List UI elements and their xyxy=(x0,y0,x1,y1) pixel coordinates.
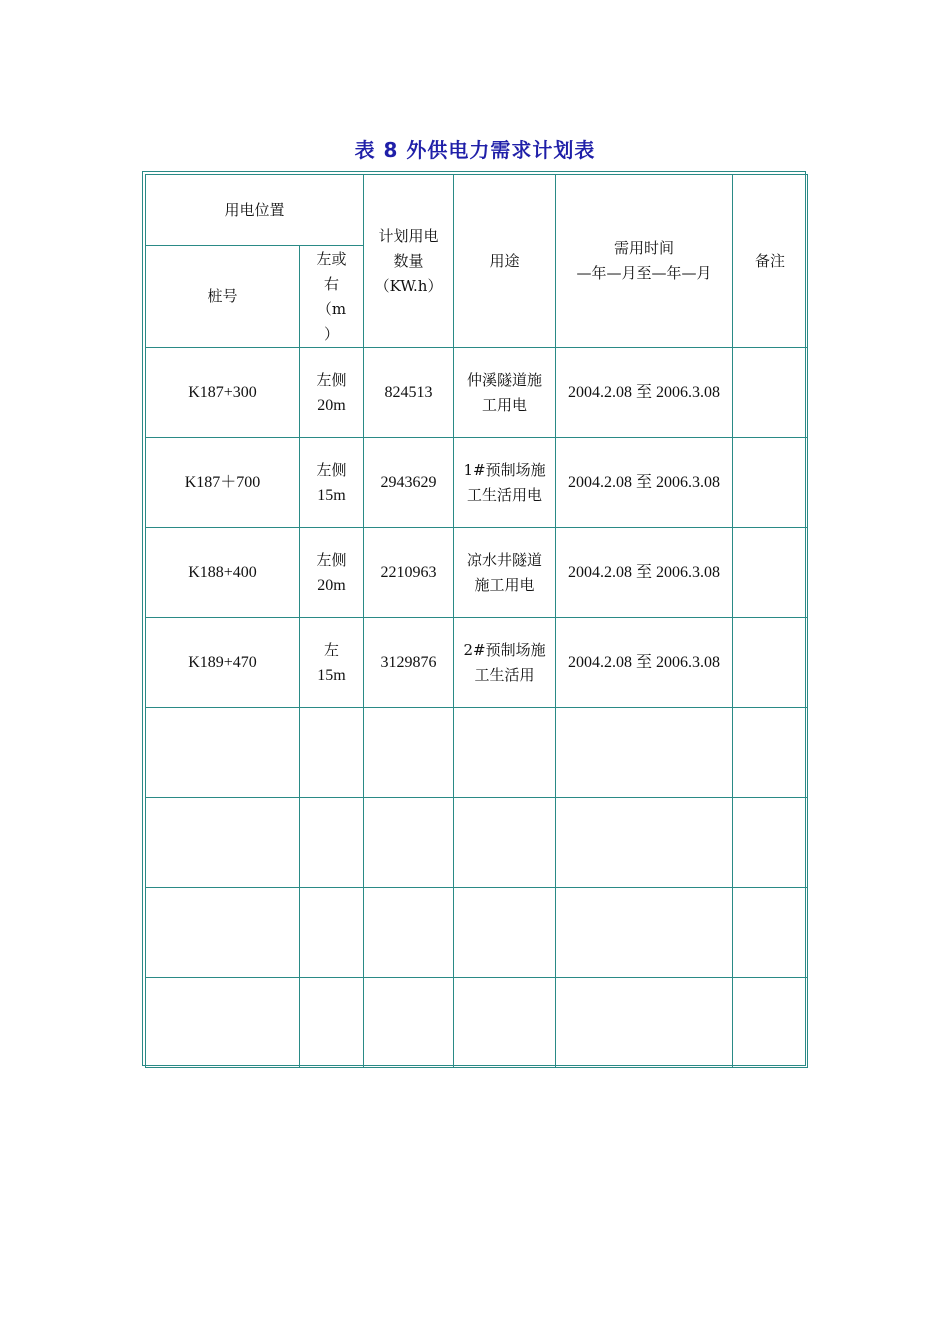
empty-cell xyxy=(364,798,454,888)
cell-side-line2: 20m xyxy=(317,396,346,414)
empty-cell xyxy=(733,708,808,798)
cell-side xyxy=(300,438,364,528)
header-planned-amount xyxy=(364,175,454,348)
cell-purpose-line2: 施工用电 xyxy=(474,575,535,594)
cell-purpose xyxy=(454,348,556,438)
table-title: 表 8 外供电力需求计划表 xyxy=(354,138,596,162)
cell-time: 2004.2.08 至 2006.3.08 xyxy=(556,528,733,618)
cell-purpose xyxy=(454,618,556,708)
header-side-line1: 左或 xyxy=(316,249,347,268)
header-planned-line1: 计划用电 xyxy=(378,226,439,245)
header-time-line2: —年—月至—年—月 xyxy=(576,264,712,282)
empty-cell xyxy=(454,798,556,888)
table-row-empty xyxy=(146,798,808,888)
header-planned-line3: （KW.h） xyxy=(374,276,443,295)
cell-side xyxy=(300,528,364,618)
cell-purpose-line1: 仲溪隧道施 xyxy=(467,370,543,389)
header-side xyxy=(300,246,364,348)
table-row-empty xyxy=(146,978,808,1068)
empty-cell xyxy=(556,888,733,978)
table-row xyxy=(146,438,808,528)
cell-side-line2: 20m xyxy=(317,576,346,594)
header-purpose: 用途 xyxy=(454,175,556,348)
cell-remark xyxy=(733,528,808,618)
empty-cell xyxy=(364,708,454,798)
cell-amount: 824513 xyxy=(364,348,454,438)
empty-cell xyxy=(146,888,300,978)
cell-remark xyxy=(733,438,808,528)
cell-stake: K187＋700 xyxy=(146,438,300,528)
table-row-empty xyxy=(146,888,808,978)
header-planned-line2: 数量 xyxy=(393,251,424,270)
empty-cell xyxy=(364,978,454,1068)
cell-time: 2004.2.08 至 2006.3.08 xyxy=(556,348,733,438)
cell-side xyxy=(300,348,364,438)
cell-time: 2004.2.08 至 2006.3.08 xyxy=(556,438,733,528)
header-stake: 桩号 xyxy=(146,246,300,348)
empty-cell xyxy=(556,708,733,798)
cell-side-line1: 左侧 xyxy=(316,460,347,479)
empty-cell xyxy=(300,798,364,888)
cell-purpose xyxy=(454,528,556,618)
empty-cell xyxy=(300,888,364,978)
cell-purpose-line1: 凉水井隧道 xyxy=(467,550,543,569)
table-row-empty xyxy=(146,708,808,798)
cell-stake: K187+300 xyxy=(146,348,300,438)
empty-cell xyxy=(364,888,454,978)
empty-cell xyxy=(146,708,300,798)
header-location: 用电位置 xyxy=(146,175,364,246)
empty-cell xyxy=(300,708,364,798)
header-time xyxy=(556,175,733,348)
empty-cell xyxy=(733,978,808,1068)
empty-cell xyxy=(733,888,808,978)
cell-purpose-line2: 工用电 xyxy=(482,395,528,414)
empty-cell xyxy=(454,708,556,798)
header-time-line1: 需用时间 xyxy=(614,239,675,257)
cell-amount: 2943629 xyxy=(364,438,454,528)
cell-purpose-line2: 工生活用 xyxy=(474,665,535,684)
table-row xyxy=(146,528,808,618)
cell-purpose-line1: 1#预制场施 xyxy=(463,460,546,479)
cell-side-line2: 15m xyxy=(317,486,346,504)
cell-amount: 2210963 xyxy=(364,528,454,618)
cell-remark xyxy=(733,618,808,708)
table-row xyxy=(146,348,808,438)
table-row xyxy=(146,618,808,708)
cell-side-line2: 15m xyxy=(317,666,346,684)
cell-purpose-line2: 工生活用电 xyxy=(467,485,543,504)
cell-amount: 3129876 xyxy=(364,618,454,708)
cell-stake: K188+400 xyxy=(146,528,300,618)
header-remark: 备注 xyxy=(733,175,808,348)
cell-remark xyxy=(733,348,808,438)
empty-cell xyxy=(454,888,556,978)
power-demand-table xyxy=(142,171,806,1066)
empty-cell xyxy=(556,978,733,1068)
cell-side-line1: 左侧 xyxy=(316,370,347,389)
empty-cell xyxy=(146,798,300,888)
cell-purpose-line1: 2#预制场施 xyxy=(463,640,546,659)
cell-time: 2004.2.08 至 2006.3.08 xyxy=(556,618,733,708)
empty-cell xyxy=(556,798,733,888)
cell-stake: K189+470 xyxy=(146,618,300,708)
cell-purpose xyxy=(454,438,556,528)
empty-cell xyxy=(733,798,808,888)
cell-side xyxy=(300,618,364,708)
header-side-line2: 右 xyxy=(324,274,340,293)
cell-side-line1: 左 xyxy=(324,640,340,659)
empty-cell xyxy=(454,978,556,1068)
header-side-line3: （m xyxy=(316,299,347,318)
empty-cell xyxy=(146,978,300,1068)
empty-cell xyxy=(300,978,364,1068)
header-side-line4: ） xyxy=(324,324,340,343)
cell-side-line1: 左侧 xyxy=(316,550,347,569)
